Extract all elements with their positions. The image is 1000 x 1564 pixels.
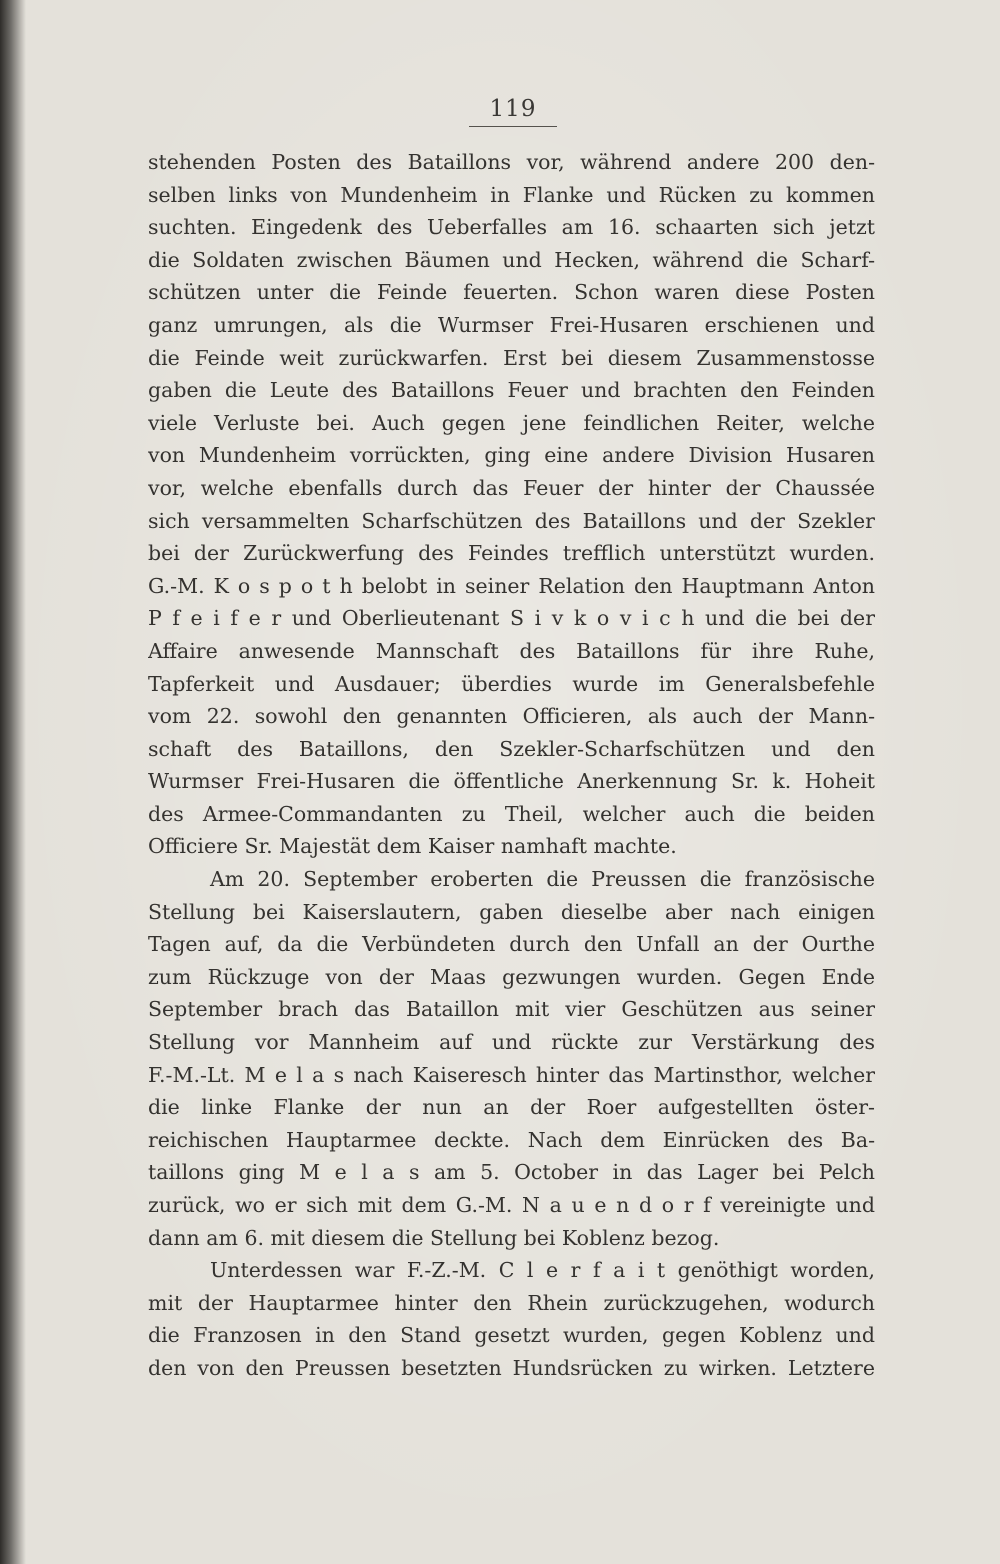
- text-line: vor, welche ebenfalls durch das Feuer der hinter der Chaussée: [148, 475, 875, 500]
- page-edge-shadow: [0, 0, 26, 1564]
- text-line: die Feinde weit zurückwarfen. Erst bei diesem Zusammenstosse: [148, 345, 875, 370]
- text-line: G.-M. K o s p o t h belobt in seiner Relation den Hauptmann Anton: [148, 573, 875, 598]
- text-line: gaben die Leute des Bataillons Feuer und brachten den Feinden: [148, 378, 875, 403]
- text-line: reichischen Hauptarmee deckte. Nach dem Einrücken des Ba-: [148, 1127, 875, 1152]
- text-line: Wurmser Frei-Husaren die öffentliche Anerkennung Sr. k. Hoheit: [148, 769, 875, 794]
- text-line: Stellung vor Mannheim auf und rückte zur Verstärkung des: [148, 1030, 875, 1055]
- page-number: 119: [469, 96, 557, 127]
- text-line: suchten. Eingedenk des Ueberfalles am 16. schaarten sich jetzt: [148, 215, 875, 240]
- text-line: dann am 6. mit diesem die Stellung bei Koblenz bezog.: [148, 1225, 720, 1250]
- text-line: Unterdessen war F.-Z.-M. C l e r f a i t genöthigt worden,: [210, 1258, 875, 1283]
- text-line: bei der Zurückwerfung des Feindes trefflich unterstützt wurden.: [148, 541, 875, 566]
- text-line: den von den Preussen besetzten Hundsrücken zu wirken. Letztere: [148, 1355, 875, 1380]
- text-line: vom 22. sowohl den genannten Officieren, als auch der Mann-: [148, 704, 875, 729]
- text-line: selben links von Mundenheim in Flanke und Rücken zu kommen: [148, 182, 875, 207]
- text-line: F.-M.-Lt. M e l a s nach Kaiseresch hinter das Martinsthor, welcher: [148, 1062, 875, 1087]
- text-line: zum Rückzuge von der Maas gezwungen wurden. Gegen Ende: [148, 964, 875, 989]
- text-line: schützen unter die Feinde feuerten. Schon waren diese Posten: [148, 280, 875, 305]
- text-line: Tapferkeit und Ausdauer; überdies wurde im Generalsbefehle: [148, 671, 875, 696]
- text-line: die linke Flanke der nun an der Roer aufgestellten öster-: [148, 1095, 875, 1120]
- text-line: des Armee-Commandanten zu Theil, welcher auch die beiden: [148, 801, 875, 826]
- text-line: Affaire anwesende Mannschaft des Bataillons für ihre Ruhe,: [148, 638, 875, 663]
- text-line: von Mundenheim vorrückten, ging eine andere Division Husaren: [148, 443, 875, 468]
- text-line: Stellung bei Kaiserslautern, gaben dieselbe aber nach einigen: [148, 899, 875, 924]
- text-line: schaft des Bataillons, den Szekler-Scharfschützen und den: [148, 736, 875, 761]
- text-line: viele Verluste bei. Auch gegen jene feindlichen Reiter, welche: [148, 410, 875, 435]
- text-line: ganz umrungen, als die Wurmser Frei-Husaren erschienen und: [148, 312, 875, 337]
- text-line: zurück, wo er sich mit dem G.-M. N a u e n d o r f vereinigte und: [148, 1193, 875, 1217]
- text-line: Tagen auf, da die Verbündeten durch den Unfall an der Ourthe: [148, 932, 875, 957]
- text-line: mit der Hauptarmee hinter den Rhein zurückzugehen, wodurch: [148, 1290, 875, 1315]
- text-line: taillons ging M e l a s am 5. October in das Lager bei Pelch: [148, 1160, 875, 1185]
- text-line: Officiere Sr. Majestät dem Kaiser namhaft machte.: [148, 834, 677, 859]
- text-line: stehenden Posten des Bataillons vor, während andere 200 den-: [148, 150, 875, 174]
- text-line: P f e i f e r und Oberlieutenant S i v k o v i c h und die bei der: [148, 606, 875, 631]
- text-line: sich versammelten Scharfschützen des Bataillons und der Szekler: [148, 508, 875, 533]
- text-line: Am 20. September eroberten die Preussen die französische: [210, 867, 875, 892]
- text-line: die Soldaten zwischen Bäumen und Hecken, während die Scharf-: [148, 247, 875, 272]
- text-line: September brach das Bataillon mit vier Geschützen aus seiner: [148, 997, 875, 1022]
- text-line: die Franzosen in den Stand gesetzt wurden, gegen Koblenz und: [148, 1323, 875, 1348]
- body-text: [148, 146, 875, 1385]
